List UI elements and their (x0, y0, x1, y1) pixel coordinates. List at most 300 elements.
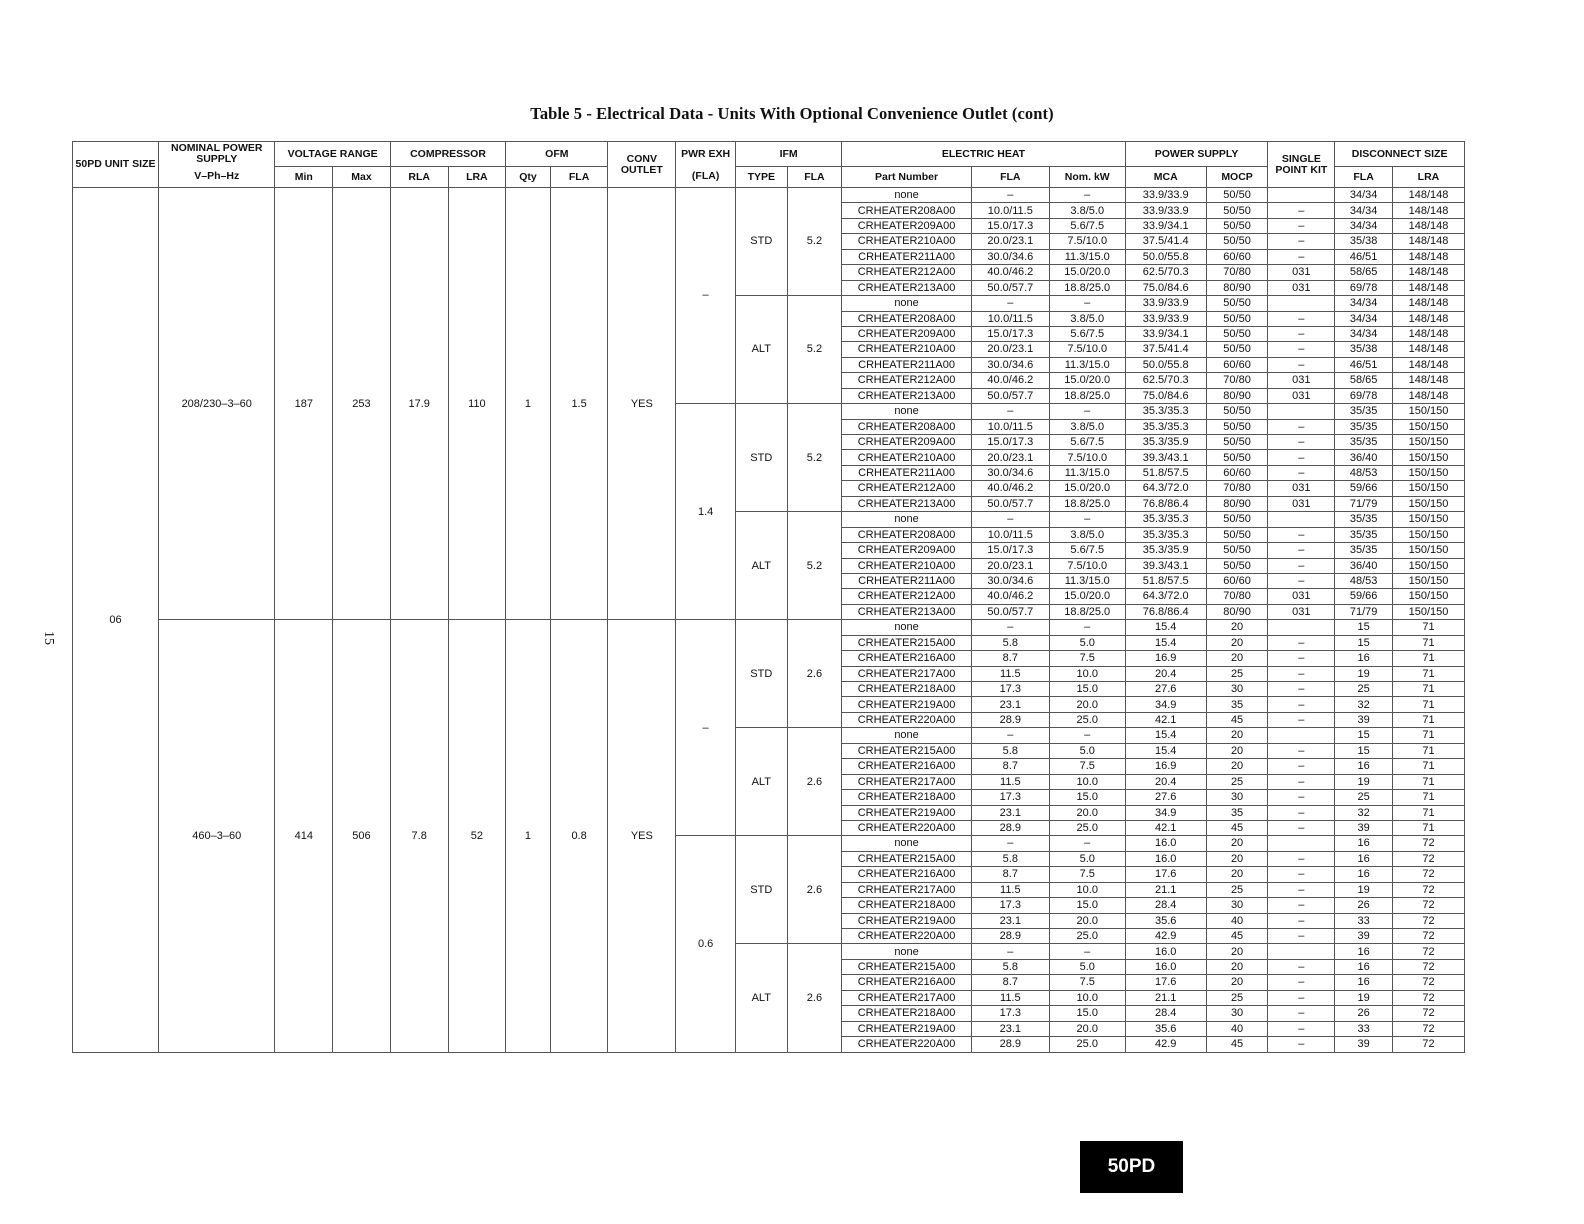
single-point-kit: – (1268, 218, 1335, 233)
header-conv-outlet: CONV OUTLET (608, 142, 676, 188)
disconnect-lra: 71 (1392, 666, 1464, 681)
nom-kw: 5.6/7.5 (1049, 435, 1125, 450)
mocp: 80/90 (1206, 388, 1268, 403)
part-number: CRHEATER216A00 (842, 759, 972, 774)
part-number: CRHEATER219A00 (842, 805, 972, 820)
single-point-kit (1268, 944, 1335, 959)
header-part-number: Part Number (842, 167, 972, 188)
disconnect-lra: 150/150 (1392, 512, 1464, 527)
header-qty: Qty (506, 167, 551, 188)
mca: 75.0/84.6 (1125, 280, 1206, 295)
header-power-supply: POWER SUPPLY (1125, 142, 1268, 167)
mocp: 30 (1206, 682, 1268, 697)
mca: 39.3/43.1 (1125, 450, 1206, 465)
heat-fla: 5.8 (971, 743, 1049, 758)
part-number: CRHEATER208A00 (842, 311, 972, 326)
single-point-kit: – (1268, 712, 1335, 727)
single-point-kit: – (1268, 913, 1335, 928)
mocp: 35 (1206, 805, 1268, 820)
heat-fla: 30.0/34.6 (971, 357, 1049, 372)
disconnect-lra: 71 (1392, 790, 1464, 805)
nom-kw: 7.5 (1049, 975, 1125, 990)
single-point-kit: – (1268, 774, 1335, 789)
disconnect-fla: 39 (1335, 1037, 1393, 1052)
nom-kw: 3.8/5.0 (1049, 527, 1125, 542)
heat-fla: 11.5 (971, 666, 1049, 681)
part-number: none (842, 188, 972, 203)
disconnect-lra: 72 (1392, 929, 1464, 944)
disconnect-fla: 71/79 (1335, 604, 1393, 619)
mocp: 20 (1206, 743, 1268, 758)
mocp: 80/90 (1206, 280, 1268, 295)
disconnect-lra: 150/150 (1392, 481, 1464, 496)
mocp: 50/50 (1206, 435, 1268, 450)
nom-kw: 7.5/10.0 (1049, 450, 1125, 465)
part-number: CRHEATER218A00 (842, 682, 972, 697)
heat-fla: 15.0/17.3 (971, 435, 1049, 450)
mocp: 20 (1206, 620, 1268, 635)
nominal-power-supply: 460–3–60 (159, 620, 275, 1052)
mca: 20.4 (1125, 666, 1206, 681)
mca: 27.6 (1125, 790, 1206, 805)
header-rla: RLA (390, 167, 448, 188)
part-number: CRHEATER210A00 (842, 234, 972, 249)
header-nom-kw: Nom. kW (1049, 167, 1125, 188)
mocp: 50/50 (1206, 450, 1268, 465)
mocp: 60/60 (1206, 357, 1268, 372)
single-point-kit: – (1268, 527, 1335, 542)
nom-kw: 11.3/15.0 (1049, 465, 1125, 480)
heat-fla: – (971, 836, 1049, 851)
disconnect-lra: 71 (1392, 774, 1464, 789)
disconnect-lra: 72 (1392, 944, 1464, 959)
ifm-type: STD (735, 188, 787, 296)
nom-kw: 15.0 (1049, 790, 1125, 805)
part-number: none (842, 836, 972, 851)
header-ifm-fla: FLA (787, 167, 842, 188)
ifm-type: ALT (735, 944, 787, 1052)
part-number: CRHEATER210A00 (842, 450, 972, 465)
single-point-kit (1268, 620, 1335, 635)
disconnect-lra: 150/150 (1392, 419, 1464, 434)
part-number: CRHEATER208A00 (842, 527, 972, 542)
disconnect-lra: 72 (1392, 867, 1464, 882)
disconnect-fla: 34/34 (1335, 218, 1393, 233)
mca: 17.6 (1125, 975, 1206, 990)
mocp: 50/50 (1206, 326, 1268, 341)
part-number: CRHEATER209A00 (842, 435, 972, 450)
header-disc-fla: FLA (1335, 167, 1393, 188)
single-point-kit (1268, 188, 1335, 203)
disconnect-fla: 15 (1335, 743, 1393, 758)
disconnect-lra: 71 (1392, 651, 1464, 666)
unit-size: 06 (73, 188, 159, 1053)
heat-fla: 28.9 (971, 712, 1049, 727)
disconnect-lra: 71 (1392, 820, 1464, 835)
nom-kw: 3.8/5.0 (1049, 203, 1125, 218)
disconnect-fla: 58/65 (1335, 373, 1393, 388)
mocp: 50/50 (1206, 543, 1268, 558)
single-point-kit: – (1268, 651, 1335, 666)
disconnect-lra: 72 (1392, 851, 1464, 866)
pwr-exh-fla: 1.4 (676, 404, 736, 620)
mca: 37.5/41.4 (1125, 342, 1206, 357)
mca: 34.9 (1125, 697, 1206, 712)
mocp: 30 (1206, 1006, 1268, 1021)
mocp: 20 (1206, 836, 1268, 851)
mca: 42.9 (1125, 929, 1206, 944)
part-number: CRHEATER211A00 (842, 249, 972, 264)
disconnect-lra: 150/150 (1392, 604, 1464, 619)
mocp: 25 (1206, 882, 1268, 897)
single-point-kit: – (1268, 759, 1335, 774)
ifm-fla: 5.2 (787, 512, 842, 620)
heat-fla: 15.0/17.3 (971, 326, 1049, 341)
mca: 28.4 (1125, 898, 1206, 913)
page-title: Table 5 - Electrical Data - Units With Optional Convenience Outlet (cont) (530, 104, 1054, 123)
part-number: CRHEATER217A00 (842, 990, 972, 1005)
disconnect-lra: 148/148 (1392, 373, 1464, 388)
heat-fla: 10.0/11.5 (971, 203, 1049, 218)
nom-kw: – (1049, 296, 1125, 311)
mocp: 30 (1206, 790, 1268, 805)
mca: 35.3/35.9 (1125, 543, 1206, 558)
mocp: 50/50 (1206, 419, 1268, 434)
nom-kw: 7.5 (1049, 759, 1125, 774)
mca: 20.4 (1125, 774, 1206, 789)
disconnect-lra: 72 (1392, 1006, 1464, 1021)
single-point-kit: – (1268, 990, 1335, 1005)
mocp: 60/60 (1206, 465, 1268, 480)
voltage-max: 506 (333, 620, 391, 1052)
disconnect-fla: 16 (1335, 836, 1393, 851)
part-number: CRHEATER211A00 (842, 465, 972, 480)
part-number: CRHEATER212A00 (842, 481, 972, 496)
single-point-kit: – (1268, 419, 1335, 434)
mocp: 70/80 (1206, 373, 1268, 388)
mca: 35.3/35.3 (1125, 404, 1206, 419)
mca: 39.3/43.1 (1125, 558, 1206, 573)
nom-kw: 3.8/5.0 (1049, 419, 1125, 434)
disconnect-fla: 34/34 (1335, 203, 1393, 218)
heat-fla: 30.0/34.6 (971, 249, 1049, 264)
nom-kw: 11.3/15.0 (1049, 249, 1125, 264)
disconnect-fla: 34/34 (1335, 296, 1393, 311)
disconnect-fla: 46/51 (1335, 249, 1393, 264)
part-number: CRHEATER215A00 (842, 851, 972, 866)
mca: 15.4 (1125, 635, 1206, 650)
part-number: CRHEATER209A00 (842, 543, 972, 558)
disconnect-lra: 71 (1392, 620, 1464, 635)
mca: 42.1 (1125, 820, 1206, 835)
nom-kw: 10.0 (1049, 666, 1125, 681)
mca: 35.6 (1125, 913, 1206, 928)
disconnect-lra: 148/148 (1392, 311, 1464, 326)
nom-kw: 25.0 (1049, 929, 1125, 944)
part-number: none (842, 512, 972, 527)
part-number: CRHEATER219A00 (842, 913, 972, 928)
disconnect-lra: 71 (1392, 712, 1464, 727)
mca: 15.4 (1125, 743, 1206, 758)
mocp: 80/90 (1206, 496, 1268, 511)
heat-fla: 23.1 (971, 697, 1049, 712)
disconnect-fla: 36/40 (1335, 450, 1393, 465)
part-number: CRHEATER208A00 (842, 203, 972, 218)
mocp: 45 (1206, 820, 1268, 835)
compressor-lra: 52 (448, 620, 506, 1052)
single-point-kit: – (1268, 573, 1335, 588)
ifm-type: ALT (735, 512, 787, 620)
heat-fla: – (971, 404, 1049, 419)
heat-fla: 8.7 (971, 867, 1049, 882)
ifm-fla: 5.2 (787, 404, 842, 512)
nom-kw: 5.0 (1049, 851, 1125, 866)
header-mocp: MOCP (1206, 167, 1268, 188)
single-point-kit: – (1268, 975, 1335, 990)
mocp: 45 (1206, 1037, 1268, 1052)
single-point-kit: – (1268, 311, 1335, 326)
mca: 64.3/72.0 (1125, 589, 1206, 604)
heat-fla: 20.0/23.1 (971, 450, 1049, 465)
disconnect-fla: 16 (1335, 944, 1393, 959)
heat-fla: 17.3 (971, 790, 1049, 805)
disconnect-fla: 16 (1335, 959, 1393, 974)
ifm-fla: 5.2 (787, 188, 842, 296)
disconnect-fla: 16 (1335, 867, 1393, 882)
mca: 34.9 (1125, 805, 1206, 820)
nom-kw: 3.8/5.0 (1049, 311, 1125, 326)
disconnect-fla: 19 (1335, 990, 1393, 1005)
disconnect-lra: 150/150 (1392, 589, 1464, 604)
single-point-kit: – (1268, 820, 1335, 835)
voltage-max: 253 (333, 188, 391, 620)
heat-fla: 28.9 (971, 929, 1049, 944)
mocp: 20 (1206, 851, 1268, 866)
mocp: 25 (1206, 774, 1268, 789)
part-number: CRHEATER211A00 (842, 357, 972, 372)
disconnect-lra: 71 (1392, 728, 1464, 743)
single-point-kit: – (1268, 959, 1335, 974)
mca: 37.5/41.4 (1125, 234, 1206, 249)
disconnect-fla: 35/35 (1335, 419, 1393, 434)
header-unit-size: 50PD UNIT SIZE (73, 142, 159, 188)
disconnect-lra: 72 (1392, 990, 1464, 1005)
disconnect-lra: 71 (1392, 697, 1464, 712)
mocp: 50/50 (1206, 311, 1268, 326)
ifm-fla: 5.2 (787, 296, 842, 404)
ifm-type: STD (735, 836, 787, 944)
heat-fla: – (971, 188, 1049, 203)
part-number: none (842, 620, 972, 635)
header-disconnect-size: DISCONNECT SIZE (1335, 142, 1465, 167)
header-ofm: OFM (506, 142, 608, 167)
heat-fla: – (971, 944, 1049, 959)
single-point-kit: – (1268, 326, 1335, 341)
disconnect-lra: 150/150 (1392, 558, 1464, 573)
heat-fla: 30.0/34.6 (971, 573, 1049, 588)
single-point-kit: 031 (1268, 481, 1335, 496)
mca: 33.9/33.9 (1125, 311, 1206, 326)
ofm-qty: 1 (506, 188, 551, 620)
disconnect-fla: 25 (1335, 682, 1393, 697)
mca: 28.4 (1125, 1006, 1206, 1021)
single-point-kit: – (1268, 666, 1335, 681)
mocp: 40 (1206, 913, 1268, 928)
disconnect-lra: 150/150 (1392, 496, 1464, 511)
disconnect-lra: 72 (1392, 975, 1464, 990)
model-badge: 50PD (1080, 1141, 1183, 1193)
nom-kw: 15.0/20.0 (1049, 265, 1125, 280)
disconnect-fla: 16 (1335, 851, 1393, 866)
ofm-fla: 1.5 (550, 188, 608, 620)
nom-kw: 7.5/10.0 (1049, 234, 1125, 249)
single-point-kit: – (1268, 203, 1335, 218)
mocp: 60/60 (1206, 249, 1268, 264)
heat-fla: 30.0/34.6 (971, 465, 1049, 480)
header-pwr-exh: PWR EXH (676, 142, 736, 167)
heat-fla: 17.3 (971, 682, 1049, 697)
nom-kw: 15.0/20.0 (1049, 373, 1125, 388)
part-number: CRHEATER210A00 (842, 558, 972, 573)
disconnect-fla: 26 (1335, 898, 1393, 913)
disconnect-fla: 69/78 (1335, 388, 1393, 403)
part-number: CRHEATER215A00 (842, 635, 972, 650)
disconnect-lra: 71 (1392, 759, 1464, 774)
heat-fla: – (971, 728, 1049, 743)
disconnect-fla: 59/66 (1335, 589, 1393, 604)
nom-kw: 11.3/15.0 (1049, 573, 1125, 588)
mocp: 50/50 (1206, 404, 1268, 419)
single-point-kit: 031 (1268, 280, 1335, 295)
single-point-kit: – (1268, 867, 1335, 882)
nom-kw: 5.6/7.5 (1049, 326, 1125, 341)
disconnect-lra: 148/148 (1392, 280, 1464, 295)
single-point-kit: – (1268, 1021, 1335, 1036)
nom-kw: 15.0/20.0 (1049, 589, 1125, 604)
nom-kw: 20.0 (1049, 805, 1125, 820)
single-point-kit: – (1268, 357, 1335, 372)
heat-fla: 8.7 (971, 975, 1049, 990)
mocp: 60/60 (1206, 573, 1268, 588)
nominal-power-supply: 208/230–3–60 (159, 188, 275, 620)
mca: 76.8/86.4 (1125, 496, 1206, 511)
disconnect-lra: 72 (1392, 1021, 1464, 1036)
header-compressor: COMPRESSOR (390, 142, 505, 167)
mocp: 20 (1206, 944, 1268, 959)
conv-outlet: YES (608, 188, 676, 620)
heat-fla: 5.8 (971, 851, 1049, 866)
header-mca: MCA (1125, 167, 1206, 188)
disconnect-lra: 150/150 (1392, 573, 1464, 588)
mca: 35.3/35.9 (1125, 435, 1206, 450)
disconnect-fla: 35/38 (1335, 342, 1393, 357)
part-number: CRHEATER218A00 (842, 1006, 972, 1021)
disconnect-fla: 16 (1335, 975, 1393, 990)
mca: 51.8/57.5 (1125, 465, 1206, 480)
disconnect-lra: 150/150 (1392, 404, 1464, 419)
disconnect-lra: 71 (1392, 743, 1464, 758)
single-point-kit: 031 (1268, 589, 1335, 604)
header-nominal-power: NOMINAL POWER SUPPLY (159, 142, 275, 167)
part-number: CRHEATER220A00 (842, 1037, 972, 1052)
heat-fla: 17.3 (971, 898, 1049, 913)
heat-fla: 50.0/57.7 (971, 496, 1049, 511)
header-voltage-range: VOLTAGE RANGE (275, 142, 390, 167)
disconnect-fla: 34/34 (1335, 326, 1393, 341)
heat-fla: 50.0/57.7 (971, 388, 1049, 403)
part-number: CRHEATER212A00 (842, 265, 972, 280)
part-number: CRHEATER208A00 (842, 419, 972, 434)
mca: 16.9 (1125, 651, 1206, 666)
single-point-kit: – (1268, 790, 1335, 805)
disconnect-lra: 150/150 (1392, 465, 1464, 480)
disconnect-fla: 35/35 (1335, 404, 1393, 419)
heat-fla: 10.0/11.5 (971, 419, 1049, 434)
disconnect-lra: 148/148 (1392, 203, 1464, 218)
nom-kw: 18.8/25.0 (1049, 496, 1125, 511)
disconnect-fla: 35/35 (1335, 527, 1393, 542)
mocp: 20 (1206, 975, 1268, 990)
mocp: 50/50 (1206, 234, 1268, 249)
heat-fla: 40.0/46.2 (971, 373, 1049, 388)
nom-kw: 15.0 (1049, 1006, 1125, 1021)
header-min: Min (275, 167, 333, 188)
nom-kw: 7.5/10.0 (1049, 342, 1125, 357)
electrical-data-table (72, 141, 1465, 1053)
disconnect-lra: 150/150 (1392, 543, 1464, 558)
nom-kw: 18.8/25.0 (1049, 604, 1125, 619)
heat-fla: 5.8 (971, 635, 1049, 650)
disconnect-fla: 71/79 (1335, 496, 1393, 511)
mocp: 70/80 (1206, 265, 1268, 280)
ifm-fla: 2.6 (787, 620, 842, 728)
mca: 51.8/57.5 (1125, 573, 1206, 588)
part-number: CRHEATER215A00 (842, 959, 972, 974)
single-point-kit (1268, 512, 1335, 527)
part-number: none (842, 728, 972, 743)
single-point-kit: – (1268, 234, 1335, 249)
pwr-exh-fla: – (676, 188, 736, 404)
heat-fla: – (971, 620, 1049, 635)
disconnect-fla: 26 (1335, 1006, 1393, 1021)
mca: 62.5/70.3 (1125, 373, 1206, 388)
mca: 33.9/33.9 (1125, 296, 1206, 311)
table-row (73, 188, 1465, 203)
mocp: 30 (1206, 898, 1268, 913)
nom-kw: – (1049, 728, 1125, 743)
disconnect-lra: 71 (1392, 805, 1464, 820)
nom-kw: 20.0 (1049, 697, 1125, 712)
header-lra: LRA (448, 167, 506, 188)
heat-fla: 8.7 (971, 651, 1049, 666)
single-point-kit: 031 (1268, 496, 1335, 511)
mca: 33.9/33.9 (1125, 188, 1206, 203)
heat-fla: 23.1 (971, 1021, 1049, 1036)
header-heat-fla: FLA (971, 167, 1049, 188)
mocp: 50/50 (1206, 512, 1268, 527)
nom-kw: – (1049, 512, 1125, 527)
part-number: CRHEATER213A00 (842, 388, 972, 403)
voltage-min: 187 (275, 188, 333, 620)
single-point-kit: – (1268, 898, 1335, 913)
mca: 21.1 (1125, 882, 1206, 897)
single-point-kit: – (1268, 450, 1335, 465)
mca: 50.0/55.8 (1125, 249, 1206, 264)
ifm-type: STD (735, 404, 787, 512)
part-number: CRHEATER212A00 (842, 373, 972, 388)
disconnect-fla: 36/40 (1335, 558, 1393, 573)
part-number: CRHEATER216A00 (842, 867, 972, 882)
